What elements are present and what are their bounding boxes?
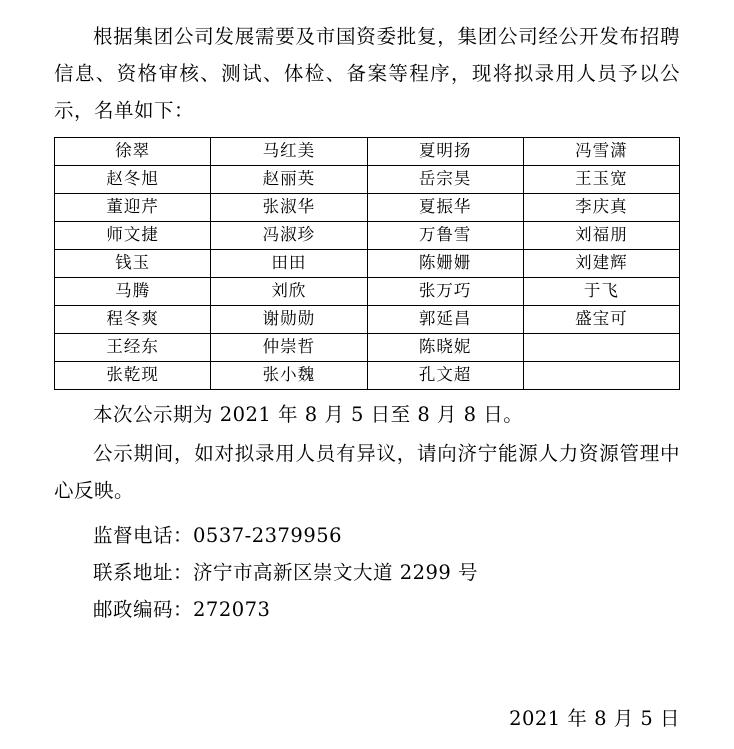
table-row [55,250,680,278]
postal-code-line: 邮政编码：272073 [93,598,271,621]
table-cell: 冯雪潇 [523,138,679,166]
table-cell: 马红美 [211,138,367,166]
table-cell: 钱玉 [55,250,211,278]
table-cell: 冯淑珍 [211,222,367,250]
table-row [55,138,680,166]
table-cell: 夏振华 [367,194,523,222]
table-row [55,334,680,362]
table-row [55,194,680,222]
table-cell: 王经东 [55,334,211,362]
table-row [55,362,680,390]
table-cell: 张小魏 [211,362,367,390]
table-row [55,306,680,334]
objection-paragraph: 公示期间，如对拟录用人员有异议，请向济宁能源人力资源管理中心反映。 [54,442,680,502]
table-row [55,278,680,306]
table-cell: 夏明扬 [367,138,523,166]
table-cell: 刘欣 [211,278,367,306]
table-row [55,222,680,250]
table-cell: 陈姗姗 [367,250,523,278]
table-cell: 谢勋勋 [211,306,367,334]
table-cell: 岳宗昊 [367,166,523,194]
table-cell: 刘福朋 [523,222,679,250]
notice-period-paragraph: 本次公示期为 2021 年 8 月 5 日至 8 月 8 日。 [93,403,524,426]
document-date: 2021 年 8 月 5 日 [509,707,680,730]
table-cell: 盛宝可 [523,306,679,334]
table-cell: 仲崇哲 [211,334,367,362]
table-cell: 刘建辉 [523,250,679,278]
contact-address-line: 联系地址：济宁市高新区崇文大道 2299 号 [93,561,479,584]
table-cell: 于飞 [523,278,679,306]
table-cell: 张万巧 [367,278,523,306]
table-cell [523,334,679,362]
table-cell: 赵冬旭 [55,166,211,194]
table-cell: 孔文超 [367,362,523,390]
table-cell: 程冬爽 [55,306,211,334]
table-cell [523,362,679,390]
supervision-phone-line: 监督电话：0537-2379956 [93,524,343,547]
candidate-name-table [54,137,680,390]
table-cell: 张淑华 [211,194,367,222]
table-cell: 师文捷 [55,222,211,250]
intro-paragraph: 根据集团公司发展需要及市国资委批复，集团公司经公开发布招聘信息、资格审核、测试、体检、备案等程序，现将拟录用人员予以公示，名单如下： [54,25,680,122]
table-body [55,138,680,390]
table-cell: 徐翠 [55,138,211,166]
table-row [55,166,680,194]
table-cell: 董迎芹 [55,194,211,222]
table-cell: 万鲁雪 [367,222,523,250]
table-cell: 赵丽英 [211,166,367,194]
table-cell: 郭延昌 [367,306,523,334]
table-cell: 马腾 [55,278,211,306]
table-cell: 陈晓妮 [367,334,523,362]
table-cell: 王玉宽 [523,166,679,194]
table-cell: 田田 [211,250,367,278]
table-cell: 李庆真 [523,194,679,222]
table-cell: 张乾现 [55,362,211,390]
